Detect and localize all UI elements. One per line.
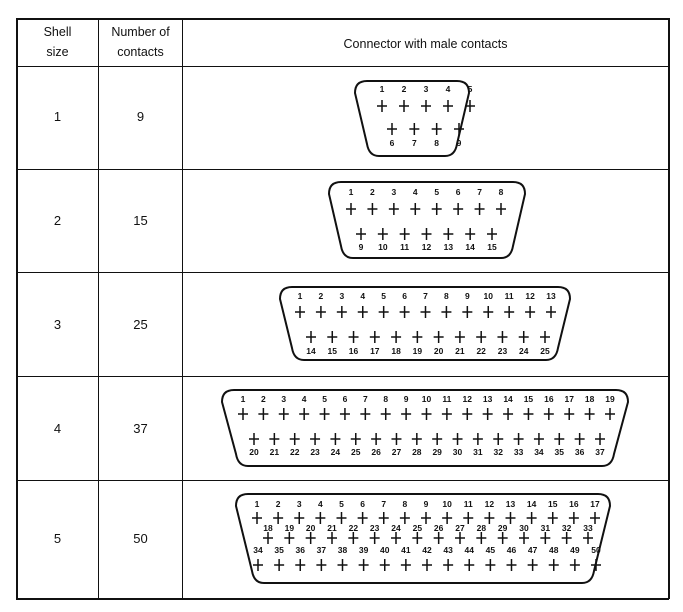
- contact-pin: [252, 512, 262, 524]
- contact-pin: [455, 331, 465, 343]
- contact-number: 9: [358, 242, 364, 252]
- contact-pin: [391, 331, 401, 343]
- contact-pin: [379, 512, 389, 524]
- contact-number: 8: [383, 394, 389, 404]
- contact-number: 31: [473, 447, 483, 457]
- contact-number: 14: [526, 499, 537, 509]
- header-shell-size-line2: size: [46, 45, 69, 59]
- contact-pin: [528, 559, 538, 571]
- contact-number: 9: [456, 138, 462, 148]
- contact-pin: [381, 408, 391, 420]
- contact-pin: [504, 306, 514, 318]
- contact-pin: [400, 306, 410, 318]
- contact-pin: [422, 559, 432, 571]
- contact-number: 1: [297, 291, 303, 301]
- contact-number: 27: [455, 523, 465, 533]
- contact-number: 20: [433, 346, 444, 356]
- contact-number: 15: [548, 499, 558, 509]
- contact-pin: [473, 433, 483, 445]
- contact-number: 11: [504, 291, 514, 301]
- contact-number: 28: [412, 447, 422, 457]
- contact-number: 8: [498, 187, 504, 197]
- contact-number: 14: [306, 346, 316, 356]
- contact-number: 7: [381, 499, 387, 509]
- shell-size-cell: 2: [53, 213, 62, 228]
- contact-pin: [273, 512, 283, 524]
- contact-number: 33: [583, 523, 593, 533]
- contact-pin: [421, 100, 431, 112]
- connector-shell-4: [222, 390, 628, 466]
- contact-pin: [249, 433, 259, 445]
- contact-pin: [412, 331, 422, 343]
- contact-pin: [507, 559, 517, 571]
- contact-number: 32: [493, 447, 503, 457]
- contact-pin: [432, 123, 442, 135]
- contact-pin: [316, 306, 326, 318]
- contact-pin: [442, 408, 452, 420]
- contact-number: 13: [443, 242, 454, 252]
- contact-pin: [441, 306, 451, 318]
- contact-pin: [465, 228, 475, 240]
- contact-pin: [476, 532, 486, 544]
- contact-number: 13: [546, 291, 556, 301]
- contact-number: 6: [455, 187, 461, 197]
- shell-size-cell: 4: [53, 421, 62, 436]
- contact-number: 5: [322, 394, 327, 404]
- contact-number: 46: [506, 545, 517, 555]
- contact-pin: [493, 433, 503, 445]
- contact-pin: [399, 100, 409, 112]
- contact-number: 6: [342, 394, 348, 404]
- contact-number: 5: [467, 84, 473, 94]
- contact-number: 1: [254, 499, 260, 509]
- contact-number: 17: [564, 394, 574, 404]
- contact-pin: [371, 433, 381, 445]
- contacts-cell: 15: [133, 213, 148, 228]
- contact-number: 48: [549, 545, 559, 555]
- contact-number: 1: [240, 394, 246, 404]
- contact-pin: [462, 408, 472, 420]
- contact-number: 31: [540, 523, 551, 533]
- contact-number: 3: [423, 84, 429, 94]
- contact-number: 13: [482, 394, 493, 404]
- contact-number: 10: [421, 394, 432, 404]
- contact-pin: [421, 306, 431, 318]
- contact-number: 11: [463, 499, 473, 509]
- contact-number: 32: [561, 523, 572, 533]
- contact-number: 23: [369, 523, 380, 533]
- contact-pin: [525, 306, 535, 318]
- contact-number: 10: [483, 291, 493, 301]
- contact-number: 11: [442, 394, 452, 404]
- contact-pin: [358, 512, 368, 524]
- contact-number: 39: [358, 545, 369, 555]
- contact-pin: [540, 532, 550, 544]
- contact-pin: [379, 306, 389, 318]
- contact-number: 21: [269, 447, 280, 457]
- contact-pin: [346, 203, 356, 215]
- contact-pin: [337, 306, 347, 318]
- contact-pin: [498, 532, 508, 544]
- contact-number: 17: [590, 499, 600, 509]
- contact-number: 2: [275, 499, 281, 509]
- contact-pin: [284, 532, 294, 544]
- contact-number: 7: [477, 187, 482, 197]
- contact-number: 15: [523, 394, 534, 404]
- contact-pin: [351, 433, 361, 445]
- contact-number: 15: [327, 346, 338, 356]
- contact-number: 21: [455, 346, 465, 356]
- contact-number: 4: [360, 291, 366, 301]
- contact-number: 23: [310, 447, 320, 457]
- contact-pin: [316, 559, 326, 571]
- contact-number: 34: [534, 447, 544, 457]
- contact-pin: [391, 532, 401, 544]
- contact-number: 11: [400, 242, 410, 252]
- contact-number: 1: [348, 187, 354, 197]
- contact-pin: [595, 433, 605, 445]
- contact-pin: [503, 408, 513, 420]
- contact-number: 12: [421, 242, 432, 252]
- contact-number: 22: [476, 346, 486, 356]
- contact-number: 17: [370, 346, 380, 356]
- contact-number: 7: [362, 394, 368, 404]
- connector-shell-3: [280, 287, 570, 360]
- contact-number: 2: [370, 187, 375, 197]
- contact-pin: [485, 559, 495, 571]
- contact-number: 5: [381, 291, 387, 301]
- contact-pin: [238, 408, 248, 420]
- contact-number: 16: [544, 394, 554, 404]
- contact-number: 38: [337, 545, 348, 555]
- contact-number: 1: [379, 84, 385, 94]
- contact-number: 37: [595, 447, 605, 457]
- contact-number: 35: [554, 447, 565, 457]
- contact-pin: [358, 306, 368, 318]
- contact-number: 3: [281, 394, 287, 404]
- header-contacts-line2: contacts: [117, 45, 164, 59]
- contact-pin: [400, 228, 410, 240]
- contact-pin: [432, 203, 442, 215]
- contact-pin: [338, 559, 348, 571]
- contact-pin: [279, 408, 289, 420]
- contact-pin: [496, 203, 506, 215]
- contact-number: 7: [423, 291, 428, 301]
- contact-number: 20: [249, 447, 259, 457]
- contact-number: 19: [605, 394, 615, 404]
- contact-number: 36: [295, 545, 305, 555]
- contact-number: 27: [391, 447, 402, 457]
- contact-number: 24: [330, 447, 341, 457]
- contact-number: 28: [476, 523, 487, 533]
- contact-pin: [306, 532, 316, 544]
- contact-pin: [519, 331, 529, 343]
- contact-number: 2: [261, 394, 266, 404]
- contact-pin: [400, 512, 410, 524]
- contact-pin: [534, 433, 544, 445]
- contact-number: 10: [442, 499, 452, 509]
- contact-number: 5: [434, 187, 440, 197]
- contact-pin: [421, 512, 431, 524]
- shell-size-cell: 3: [53, 317, 62, 332]
- contact-pin: [337, 512, 347, 524]
- contact-pin: [453, 203, 463, 215]
- contact-pin: [562, 532, 572, 544]
- contact-pin: [443, 100, 453, 112]
- contact-number: 15: [487, 242, 497, 252]
- contact-number: 40: [380, 545, 390, 555]
- contact-pin: [476, 331, 486, 343]
- contact-number: 13: [505, 499, 516, 509]
- contact-number: 34: [253, 545, 263, 555]
- contact-pin: [269, 433, 279, 445]
- contact-number: 22: [289, 447, 300, 457]
- contact-number: 29: [432, 447, 442, 457]
- contact-pin: [544, 408, 554, 420]
- contact-number: 5: [339, 499, 344, 509]
- contact-pin: [315, 512, 325, 524]
- contact-number: 2: [401, 84, 407, 94]
- contact-pin: [432, 433, 442, 445]
- contact-number: 26: [433, 523, 444, 533]
- contact-pin: [585, 408, 595, 420]
- contact-pin: [483, 306, 493, 318]
- contact-pin: [514, 433, 524, 445]
- contact-number: 10: [378, 242, 388, 252]
- contact-number: 41: [401, 545, 411, 555]
- header-connector: Connector with male contacts: [343, 37, 508, 51]
- connector-shell-5: [236, 494, 610, 583]
- contact-number: 16: [569, 499, 579, 509]
- contact-number: 2: [318, 291, 324, 301]
- contact-pin: [462, 306, 472, 318]
- contact-pin: [391, 433, 401, 445]
- contact-number: 24: [391, 523, 401, 533]
- contact-number: 18: [584, 394, 595, 404]
- contact-pin: [564, 408, 574, 420]
- contact-number: 8: [402, 499, 408, 509]
- contact-pin: [487, 228, 497, 240]
- contact-pin: [546, 306, 556, 318]
- contact-pin: [453, 433, 463, 445]
- contact-pin: [422, 228, 432, 240]
- contact-pin: [295, 559, 305, 571]
- contact-number: 19: [284, 523, 295, 533]
- contact-number: 47: [527, 545, 538, 555]
- contact-pin: [310, 433, 320, 445]
- contact-pin: [294, 512, 304, 524]
- contact-pin: [327, 532, 337, 544]
- contact-pin: [443, 559, 453, 571]
- header-shell-size-line1: Shell: [43, 25, 72, 39]
- contacts-cell: 25: [133, 317, 148, 332]
- contact-number: 6: [402, 291, 407, 301]
- contact-pin: [455, 532, 465, 544]
- contact-number: 25: [351, 447, 361, 457]
- contact-number: 14: [503, 394, 513, 404]
- contact-number: 4: [412, 187, 418, 197]
- contact-pin: [263, 532, 273, 544]
- contact-pin: [330, 433, 340, 445]
- contact-pin: [554, 433, 564, 445]
- contact-number: 6: [389, 138, 395, 148]
- contact-number: 4: [301, 394, 307, 404]
- contact-number: 23: [497, 346, 508, 356]
- contact-number: 44: [464, 545, 474, 555]
- connector-shell-1: [355, 81, 475, 156]
- contact-pin: [605, 408, 615, 420]
- shell-size-cell: 5: [53, 531, 62, 546]
- contact-pin: [370, 331, 380, 343]
- contact-pin: [340, 408, 350, 420]
- contact-pin: [380, 559, 390, 571]
- contact-number: 20: [305, 523, 316, 533]
- contact-number: 25: [412, 523, 423, 533]
- contact-pin: [274, 559, 284, 571]
- contact-pin: [463, 512, 473, 524]
- contact-pin: [434, 331, 444, 343]
- contact-pin: [349, 331, 359, 343]
- contact-pin: [253, 559, 263, 571]
- contact-pin: [359, 559, 369, 571]
- contact-pin: [299, 408, 309, 420]
- contact-pin: [320, 408, 330, 420]
- contact-number: 9: [423, 499, 429, 509]
- contact-number: 29: [497, 523, 508, 533]
- contact-number: 43: [443, 545, 453, 555]
- contact-number: 24: [518, 346, 529, 356]
- contact-pin: [540, 331, 550, 343]
- contact-pin: [422, 408, 432, 420]
- connector-shell-2: [329, 182, 525, 258]
- contact-pin: [549, 559, 559, 571]
- contact-pin: [434, 532, 444, 544]
- contact-number: 18: [263, 523, 273, 533]
- contact-number: 35: [274, 545, 284, 555]
- contact-pin: [475, 203, 485, 215]
- contact-pin: [356, 228, 366, 240]
- contact-number: 7: [411, 138, 417, 148]
- contact-number: 8: [444, 291, 449, 301]
- contact-number: 18: [391, 346, 401, 356]
- contact-number: 8: [434, 138, 440, 148]
- contact-number: 12: [525, 291, 535, 301]
- contact-pin: [442, 512, 452, 524]
- contact-number: 12: [484, 499, 495, 509]
- contact-number: 21: [327, 523, 337, 533]
- contact-pin: [378, 228, 388, 240]
- contact-pin: [523, 408, 533, 420]
- contact-pin: [290, 433, 300, 445]
- contact-pin: [497, 331, 507, 343]
- contact-pin: [401, 559, 411, 571]
- contact-number: 25: [540, 346, 550, 356]
- contact-number: 3: [339, 291, 345, 301]
- contact-number: 42: [422, 545, 432, 555]
- contact-pin: [360, 408, 370, 420]
- contact-number: 33: [513, 447, 524, 457]
- contact-number: 37: [316, 545, 327, 555]
- contact-pin: [295, 306, 305, 318]
- contact-pin: [583, 532, 593, 544]
- contact-number: 26: [371, 447, 381, 457]
- contact-pin: [367, 203, 377, 215]
- contact-pin: [258, 408, 268, 420]
- shell-size-cell: 1: [53, 109, 62, 124]
- contact-number: 19: [412, 346, 423, 356]
- contact-number: 3: [391, 187, 397, 197]
- header-contacts-line1: Number of: [111, 25, 170, 39]
- contact-number: 9: [464, 291, 470, 301]
- contact-pin: [570, 559, 580, 571]
- contact-number: 49: [570, 545, 580, 555]
- contacts-cell: 37: [133, 421, 148, 436]
- contact-pin: [409, 123, 419, 135]
- contact-pin: [377, 100, 387, 112]
- contact-pin: [370, 532, 380, 544]
- contact-pin: [327, 331, 337, 343]
- contact-number: 22: [348, 523, 359, 533]
- contact-pin: [401, 408, 411, 420]
- contact-pin: [412, 532, 422, 544]
- contact-pin: [575, 433, 585, 445]
- contact-pin: [410, 203, 420, 215]
- contact-number: 14: [465, 242, 475, 252]
- contacts-cell: 50: [133, 531, 148, 546]
- contact-pin: [348, 532, 358, 544]
- contacts-cell: 9: [136, 109, 145, 124]
- contact-pin: [387, 123, 397, 135]
- contact-pin: [519, 532, 529, 544]
- contact-number: 36: [574, 447, 585, 457]
- contact-number: 30: [519, 523, 529, 533]
- contact-number: 4: [445, 84, 451, 94]
- contact-pin: [483, 408, 493, 420]
- contact-pin: [306, 331, 316, 343]
- contact-number: 4: [318, 499, 323, 509]
- contact-number: 50: [591, 545, 601, 555]
- contact-number: 45: [485, 545, 496, 555]
- contact-number: 3: [296, 499, 302, 509]
- contact-number: 12: [462, 394, 473, 404]
- contact-number: 9: [403, 394, 409, 404]
- contact-pin: [464, 559, 474, 571]
- contact-pin: [443, 228, 453, 240]
- contact-pin: [591, 559, 601, 571]
- contact-pin: [389, 203, 399, 215]
- contact-number: 30: [452, 447, 463, 457]
- contact-number: 16: [348, 346, 359, 356]
- contact-pin: [412, 433, 422, 445]
- contact-number: 6: [360, 499, 365, 509]
